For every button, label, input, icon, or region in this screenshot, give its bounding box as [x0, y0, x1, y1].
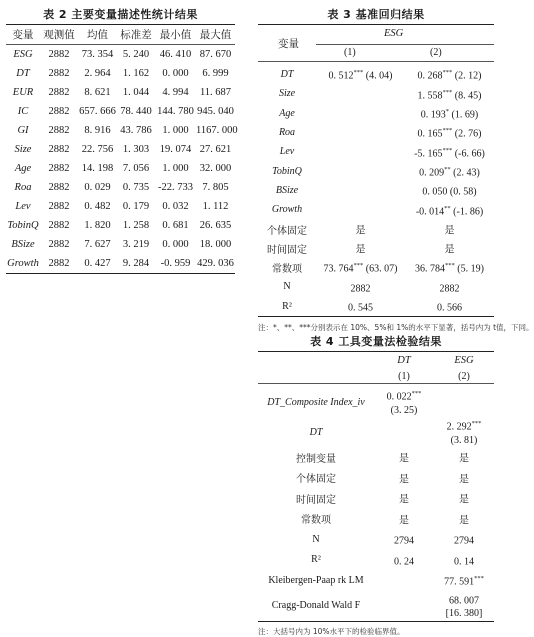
table-cell: 1. 000 — [162, 125, 189, 136]
table-cell: TobinQ — [7, 220, 39, 231]
col-num: (2) — [458, 370, 470, 382]
coef-value: 36. 784 — [415, 263, 446, 275]
table-cell: 1. 000 — [162, 163, 189, 174]
coef-cell — [434, 591, 494, 620]
coef-value: 是 — [399, 514, 409, 526]
coef-cell — [374, 531, 434, 547]
header-cell: 最小值 — [159, 30, 192, 41]
t-value: (2. 43) — [453, 167, 480, 179]
table-4-header — [258, 352, 494, 369]
coef-value: -5. 165 — [414, 148, 443, 159]
header-cell: ESG — [454, 355, 474, 366]
coef-cell — [405, 202, 494, 218]
table-row — [258, 65, 494, 84]
coef-cell — [316, 221, 405, 237]
table-cell: 1. 044 — [122, 87, 150, 98]
row-label: 个体固定 — [267, 225, 307, 237]
row-label: BSize — [275, 184, 299, 196]
group-rule — [316, 44, 494, 45]
table-cell: Roa — [14, 182, 32, 193]
table-row — [6, 159, 235, 178]
table-row — [258, 142, 494, 161]
table-cell: 87. 670 — [199, 49, 232, 60]
row-label: Kleibergen-Paap rk LM — [268, 574, 364, 586]
coef-cell — [405, 182, 494, 198]
row-label: 常数项 — [301, 515, 331, 527]
table-cell: -0. 959 — [160, 258, 191, 269]
table-cell: 2882 — [48, 106, 70, 117]
t-value: [16. 380] — [445, 608, 483, 620]
coef-value: 是 — [444, 244, 455, 256]
header-cell: 最大值 — [199, 30, 232, 41]
coef-value: 2882 — [439, 283, 460, 295]
table-cell: 7. 627 — [84, 239, 111, 250]
table-2-header — [6, 25, 235, 44]
table-row — [258, 488, 494, 509]
bottom-rule — [6, 273, 235, 274]
table-cell: 0. 681 — [162, 220, 189, 231]
row-label: DT — [309, 426, 323, 438]
table-3-note: 注：*、**、***分别表示在 10%、5%和 1%的水平下显著，括号内为 t值，下同。 — [258, 322, 534, 332]
coef-cell — [374, 552, 434, 568]
table-cell: 3. 219 — [122, 239, 150, 250]
coef-cell — [434, 531, 494, 547]
table-3-title: 表 3 基准回归结果 — [327, 8, 425, 21]
table-row — [6, 235, 235, 254]
table-cell: 945. 040 — [197, 106, 234, 117]
table-row — [6, 216, 235, 235]
coef-value: 是 — [459, 494, 469, 506]
table-cell: 14. 198 — [81, 163, 114, 174]
coef-value: 2794 — [454, 535, 474, 547]
coef-value: 0. 14 — [454, 555, 474, 567]
col-num: (1) — [344, 47, 356, 58]
coef-cell — [374, 490, 434, 506]
coef-value: 是 — [355, 225, 366, 237]
table-cell: 2882 — [48, 201, 70, 212]
coef-value: 是 — [444, 225, 455, 237]
table-cell: 26. 635 — [199, 220, 232, 231]
coef-value: 0. 566 — [437, 302, 462, 314]
coef-value: 是 — [399, 453, 409, 465]
coef-value: 是 — [459, 453, 469, 465]
table-row — [6, 178, 235, 197]
coef-cell — [405, 144, 494, 160]
coef-value: 0. 268 — [417, 70, 443, 82]
t-value: (1. 69) — [451, 109, 479, 121]
coef-cell — [434, 490, 494, 506]
t-value: (5. 19) — [457, 263, 484, 275]
table-cell: 1. 258 — [122, 220, 150, 231]
table-cell: 1. 303 — [122, 144, 150, 155]
table-row — [258, 84, 494, 103]
table-cell: 2882 — [48, 163, 70, 174]
significance-stars: *** — [442, 88, 453, 96]
table-row — [258, 161, 494, 180]
coef-value: 0. 209 — [419, 167, 445, 179]
coef-value: 73. 764 — [323, 263, 354, 275]
table-cell: EUR — [12, 87, 34, 98]
coef-value: 0. 050 — [422, 186, 448, 198]
significance-stars: * — [445, 108, 450, 116]
table-cell: 6. 999 — [202, 68, 229, 79]
coef-value: 2794 — [394, 535, 414, 547]
table-cell: 1. 820 — [84, 220, 111, 231]
coef-value: 77. 591 — [444, 576, 475, 588]
table-4 — [258, 333, 494, 637]
table-cell: Growth — [7, 258, 39, 269]
t-value: (-1. 86) — [453, 205, 484, 217]
coef-cell — [316, 279, 405, 295]
table-row — [258, 123, 494, 142]
row-label: TobinQ — [272, 165, 302, 177]
table-cell: IC — [17, 106, 29, 117]
table-cell: 2882 — [48, 239, 70, 250]
coef-value: 0. 512 — [328, 70, 354, 82]
coef-value: 68. 007 — [449, 595, 479, 607]
table-2-title: 表 2 主要变量描述性统计结果 — [43, 8, 198, 21]
coef-cell — [316, 66, 405, 82]
table-cell: 27. 621 — [199, 144, 232, 155]
table-cell: 429. 036 — [197, 258, 234, 269]
coef-cell — [405, 124, 494, 140]
table-row — [6, 121, 238, 140]
table-row — [6, 83, 235, 102]
table-cell: 0. 000 — [162, 239, 189, 250]
group-header: ESG — [384, 28, 404, 39]
significance-stars: *** — [474, 575, 484, 583]
coef-value: 2. 292 — [446, 421, 472, 433]
table-cell: BSize — [11, 239, 35, 250]
table-cell: 19. 074 — [159, 144, 192, 155]
t-value: (3. 81) — [450, 434, 478, 446]
table-cell: 4. 994 — [162, 87, 189, 98]
table-cell: DT — [16, 68, 30, 79]
coef-value: 0. 545 — [348, 302, 373, 314]
table-row — [258, 297, 494, 316]
coef-cell — [434, 470, 494, 486]
table-row — [258, 104, 494, 123]
coef-value: 是 — [399, 494, 409, 506]
table-cell: 0. 735 — [122, 182, 150, 193]
significance-stars: *** — [411, 390, 422, 398]
table-4-note: 注：大括号内为 10%水平下的检验临界值。 — [258, 626, 405, 636]
table-row — [258, 387, 494, 417]
row-label: DT_Composite Index_iv — [267, 396, 365, 408]
table-cell: 0. 032 — [162, 201, 189, 212]
significance-stars: *** — [442, 146, 453, 154]
t-value: (4. 04) — [365, 70, 393, 82]
header-cell: 标准差 — [120, 30, 152, 41]
table-cell: 2882 — [48, 49, 70, 60]
header-cell: 变量 — [12, 30, 34, 41]
table-cell: 0. 029 — [84, 182, 111, 193]
table-row — [6, 254, 235, 273]
significance-stars: *** — [445, 262, 455, 270]
col-num: (1) — [398, 370, 410, 382]
significance-stars: *** — [442, 69, 453, 77]
table-row — [6, 140, 235, 159]
table-row — [258, 509, 494, 530]
coef-cell — [405, 105, 494, 121]
table-4-title: 表 4 工具变量法检验结果 — [310, 335, 442, 348]
table-cell: ESG — [13, 49, 33, 60]
table-cell: GI — [17, 125, 29, 136]
table-2-body — [6, 45, 238, 273]
coef-cell — [434, 394, 494, 410]
significance-stars: *** — [442, 127, 453, 135]
coef-cell — [434, 417, 494, 446]
coef-value: 2882 — [350, 283, 371, 295]
coef-value: 是 — [355, 244, 366, 256]
coef-cell — [374, 387, 434, 416]
table-cell: 11. 687 — [199, 87, 232, 98]
table-cell: 2882 — [48, 125, 70, 136]
coef-value: 1. 558 — [417, 90, 443, 102]
row-label: 个体固定 — [296, 474, 336, 486]
coef-cell — [405, 163, 494, 179]
t-value: (8. 45) — [454, 90, 482, 102]
coef-cell — [405, 86, 494, 102]
coef-cell — [434, 511, 494, 527]
row-label: Growth — [271, 204, 303, 216]
table-row — [258, 200, 494, 219]
table-cell: 32. 000 — [199, 163, 232, 174]
coef-cell — [374, 470, 434, 486]
significance-stars: *** — [471, 420, 482, 428]
table-row — [258, 570, 494, 591]
table-row — [6, 197, 235, 216]
coef-cell — [316, 240, 405, 256]
table-cell: 0. 482 — [84, 201, 111, 212]
table-cell: 7. 805 — [202, 182, 229, 193]
coef-value: 是 — [459, 473, 469, 485]
coef-cell — [374, 597, 434, 613]
table-cell: Age — [14, 163, 32, 174]
coef-cell — [405, 240, 494, 256]
col-num: (2) — [430, 47, 442, 58]
table-cell: 73. 354 — [81, 49, 114, 60]
row-label: 时间固定 — [296, 494, 336, 506]
table-cell: 2882 — [48, 182, 70, 193]
table-cell: 1167. 000 — [196, 125, 238, 136]
table-cell: Size — [14, 144, 32, 155]
table-row — [258, 219, 494, 238]
table-cell: 78. 440 — [120, 106, 152, 117]
table-cell: 0. 427 — [84, 258, 111, 269]
table-cell: Lev — [15, 201, 31, 212]
table-cell: 8. 621 — [84, 87, 111, 98]
row-label: R² — [311, 554, 321, 566]
table-cell: 657. 666 — [79, 106, 116, 117]
header-cell: DT — [397, 355, 411, 366]
t-value: (-6. 66) — [454, 148, 485, 159]
coef-cell — [434, 572, 494, 588]
coef-cell — [405, 259, 494, 275]
table-row — [258, 591, 494, 621]
row-label: Lev — [279, 146, 295, 158]
row-label: 时间固定 — [267, 244, 307, 256]
coef-value: 是 — [399, 473, 409, 485]
coef-cell — [405, 279, 494, 295]
table-2 — [6, 6, 238, 274]
table-cell: 2882 — [48, 87, 70, 98]
table-cell: 8. 916 — [84, 125, 111, 136]
table-row — [258, 468, 494, 489]
table-row — [258, 277, 494, 296]
var-header: 变量 — [278, 39, 299, 50]
table-cell: 9. 284 — [122, 258, 150, 269]
table-row — [6, 64, 235, 83]
table-3-header — [258, 25, 494, 61]
table-cell: 0. 000 — [162, 68, 189, 79]
table-cell: 2882 — [48, 144, 70, 155]
t-value: (3. 25) — [390, 404, 418, 416]
coef-value: 0. 24 — [394, 555, 414, 567]
table-4-colnums — [258, 369, 494, 383]
significance-stars: *** — [353, 69, 364, 77]
row-label: Cragg-Donald Wald F — [271, 600, 361, 611]
table-cell: 2882 — [48, 220, 70, 231]
bottom-rule — [258, 316, 494, 317]
table-row — [258, 239, 494, 258]
coef-cell — [374, 424, 434, 440]
row-label: DT — [280, 69, 294, 81]
table-4-body — [258, 384, 494, 621]
row-label: Age — [279, 107, 295, 119]
coef-cell — [316, 259, 405, 275]
coef-cell — [405, 221, 494, 237]
coef-cell — [434, 552, 494, 568]
t-value: (2. 76) — [454, 128, 482, 140]
table-row — [258, 417, 494, 447]
table-cell: 18. 000 — [199, 239, 232, 250]
t-value: (63. 07) — [365, 263, 398, 275]
table-cell: 43. 786 — [120, 125, 152, 136]
coef-value: 0. 193 — [420, 109, 446, 121]
table-cell: 0. 179 — [122, 201, 150, 212]
table-cell: 5. 240 — [122, 49, 150, 60]
table-row — [258, 447, 494, 468]
row-label: N — [283, 281, 291, 293]
coef-cell — [405, 66, 494, 82]
row-label: Size — [278, 88, 296, 100]
significance-stars: ** — [444, 204, 451, 212]
coef-cell — [434, 449, 494, 465]
table-cell: 1. 162 — [122, 68, 150, 79]
table-row — [6, 102, 235, 121]
table-cell: 2882 — [48, 258, 70, 269]
table-cell: 144. 780 — [157, 106, 194, 117]
table-3 — [258, 6, 534, 333]
header-cell: 均值 — [87, 30, 108, 41]
row-label: 控制变量 — [296, 453, 336, 465]
coef-value: 0. 022 — [386, 391, 412, 403]
significance-stars: *** — [353, 262, 364, 270]
coef-value: 是 — [459, 514, 469, 526]
significance-stars: ** — [444, 165, 451, 173]
table-cell: 2. 964 — [84, 68, 111, 79]
table-row — [258, 550, 494, 571]
table-row — [258, 181, 494, 200]
coef-cell — [374, 449, 434, 465]
table-cell: 2882 — [48, 68, 70, 79]
table-row — [258, 258, 494, 277]
coef-value: -0. 014 — [415, 205, 445, 217]
table-cell: -22. 733 — [158, 182, 193, 193]
table-row — [6, 45, 235, 64]
row-label: R² — [282, 300, 292, 312]
row-label: 常数项 — [272, 264, 302, 276]
table-cell: 46. 410 — [159, 49, 192, 60]
coef-cell — [374, 572, 434, 588]
t-value: (2. 12) — [454, 70, 482, 82]
coef-cell — [374, 511, 434, 527]
table-3-body — [258, 62, 494, 316]
row-label: Roa — [278, 127, 296, 139]
bottom-rule — [258, 621, 494, 622]
table-cell: 1. 112 — [202, 201, 229, 212]
coef-cell — [405, 298, 494, 314]
header-cell: 观测值 — [43, 30, 75, 41]
t-value: (0. 58) — [449, 186, 477, 198]
table-cell: 22. 756 — [81, 144, 114, 155]
table-row — [258, 529, 494, 550]
coef-value: 0. 165 — [417, 128, 443, 140]
row-label: N — [312, 533, 320, 545]
coef-cell — [316, 298, 405, 314]
table-cell: 7. 056 — [122, 163, 150, 174]
